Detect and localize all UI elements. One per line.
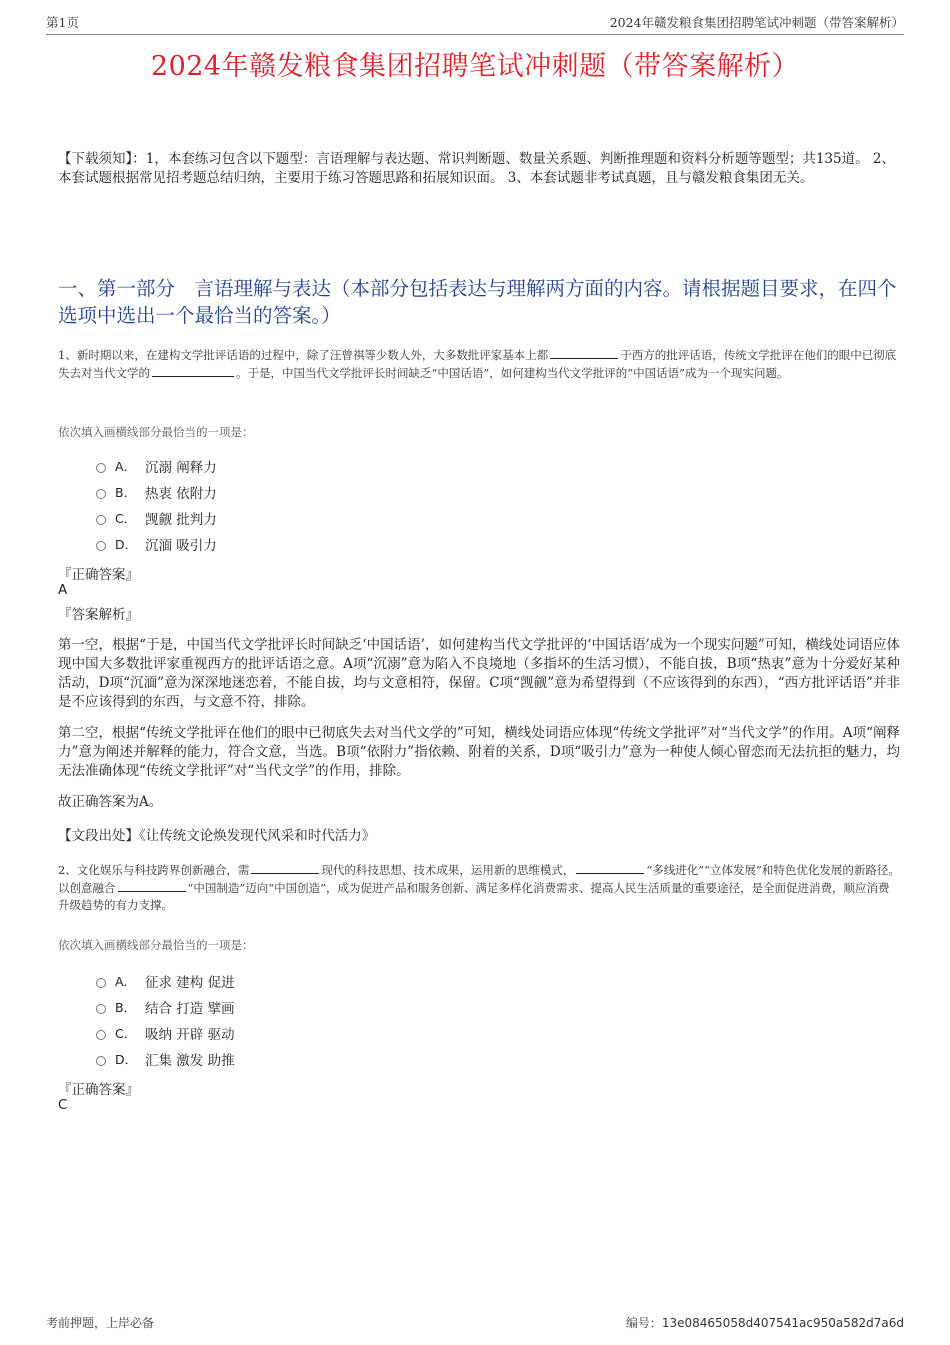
page-header — [46, 14, 904, 35]
radio-icon[interactable] — [96, 489, 106, 499]
analysis-label: 『答案解析』 — [58, 607, 139, 623]
correct-answer-label: 『正确答案』 — [58, 1082, 139, 1098]
option-d[interactable]: D． 沉湎 吸引力 — [96, 531, 217, 557]
passage-source: 【文段出处】《让传统文论焕发现代风采和时代活力》 — [58, 828, 376, 844]
blank-line — [550, 348, 618, 359]
question-2-prompt: 依次填入画横线部分最恰当的一项是： — [58, 938, 254, 952]
footer-slogan: 考前押题，上岸必备 — [46, 1316, 155, 1330]
radio-icon[interactable] — [96, 515, 106, 525]
option-b[interactable]: B． 热衷 依附力 — [96, 479, 217, 505]
correct-answer: C — [58, 1097, 68, 1113]
radio-icon[interactable] — [96, 463, 106, 473]
radio-icon[interactable] — [96, 1004, 106, 1014]
correct-answer-label: 『正确答案』 — [58, 567, 139, 583]
correct-answer: A — [58, 582, 68, 598]
radio-icon[interactable] — [96, 1056, 106, 1066]
radio-icon[interactable] — [96, 541, 106, 551]
blank-line — [152, 366, 234, 377]
blank-line — [576, 863, 644, 874]
option-b[interactable]: B． 结合 打造 擘画 — [96, 994, 235, 1020]
question-1-stem: 1、新时期以来，在建构文学批评话语的过程中，除了汪曾祺等少数人外，大多数批评家基本上都 于西方的批评话语，传统文学批评在他们的眼中已彻底失去对当代文学的 。于是，中国当代文学批评长时间缺乏“中国话语”，如何建构当代文学批评的“中国话语”成为一个现实问题。 — [58, 348, 897, 380]
running-title: 2024年赣发粮食集团招聘笔试冲刺题（带答案解析） — [609, 15, 904, 30]
radio-icon[interactable] — [96, 978, 106, 988]
option-a[interactable]: A． 沉溺 阐释力 — [96, 453, 217, 479]
option-c[interactable]: C． 吸纳 开辟 驱动 — [96, 1020, 235, 1046]
blank-line — [118, 881, 186, 892]
question-2-stem: 2、文化娱乐与科技跨界创新融合，需 现代的科技思想、技术成果，运用新的思维模式， “多线进化”“立体发展”和特色优化发展的新路径。以创意融合 “中国制造”迈向“中国创造”，成为促进产品和服务创新、满足多样化消费需求、提高人民生活质量的重要途径，是全面促进消费，顺应消费升级趋势的有力支撑。 — [58, 863, 900, 912]
document-title: 2024年赣发粮食集团招聘笔试冲刺题（带答案解析） — [150, 51, 800, 82]
option-d[interactable]: D． 汇集 激发 助推 — [96, 1046, 235, 1072]
section-heading: 一、第一部分 言语理解与表达（本部分包括表达与理解两方面的内容。请根据题目要求，在四个选项中选出一个最恰当的答案。） — [58, 277, 897, 327]
footer-code: 编号：13e08465058d407541ac950a582d7a6d — [625, 1316, 904, 1330]
option-c[interactable]: C． 觊觎 批判力 — [96, 505, 217, 531]
option-a[interactable]: A． 征求 建构 促进 — [96, 968, 235, 994]
analysis-conclusion: 故正确答案为A。 — [58, 794, 163, 810]
radio-icon[interactable] — [96, 1030, 106, 1040]
question-1-options — [96, 453, 217, 557]
blank-line — [251, 863, 319, 874]
question-2-options — [96, 968, 235, 1072]
question-1-prompt: 依次填入画横线部分最恰当的一项是： — [58, 425, 254, 439]
download-notice: 【下载须知】：1，本套练习包含以下题型：言语理解与表达题、常识判断题、数量关系题、判断推理题和资料分析题等题型；共135道。 2、本套试题根据常见招考题总结归纳，主要用于练习答题思路和拓展知识面。 3、本套试题非考试真题，且与赣发粮食集团无关。 — [58, 151, 895, 186]
page-number: 第1页 — [46, 15, 79, 30]
analysis-paragraph-1: 第一空，根据“于是，中国当代文学批评长时间缺乏‘中国话语’，如何建构当代文学批评的‘中国话语’成为一个现实问题”可知，横线处词语应体现中国大多数批评家重视西方的批评话语之意。A项“沉溺”意为陷入不良境地（多指坏的生活习惯），不能自拔，B项“热衷”意为十分爱好某种活动，D项“沉湎”意为深深地迷恋着，不能自拔，均与文意相符，保留。C项“觊觎”意为希望得到（不应该得到的东西），“西方批评话语”并非是不应该得到的东西，与文意不符，排除。 — [58, 637, 900, 710]
analysis-paragraph-2: 第二空，根据“传统文学批评在他们的眼中已彻底失去对当代文学的”可知，横线处词语应体现“传统文学批评”对“当代文学”的作用。A项“阐释力”意为阐述并解释的能力，符合文意，当选。B项“依附力”指依赖、附着的关系，D项“吸引力”意为一种使人倾心留恋而无法抗拒的魅力，均无法准确体现“传统文学批评”对“当代文学”的作用，排除。 — [58, 725, 900, 779]
